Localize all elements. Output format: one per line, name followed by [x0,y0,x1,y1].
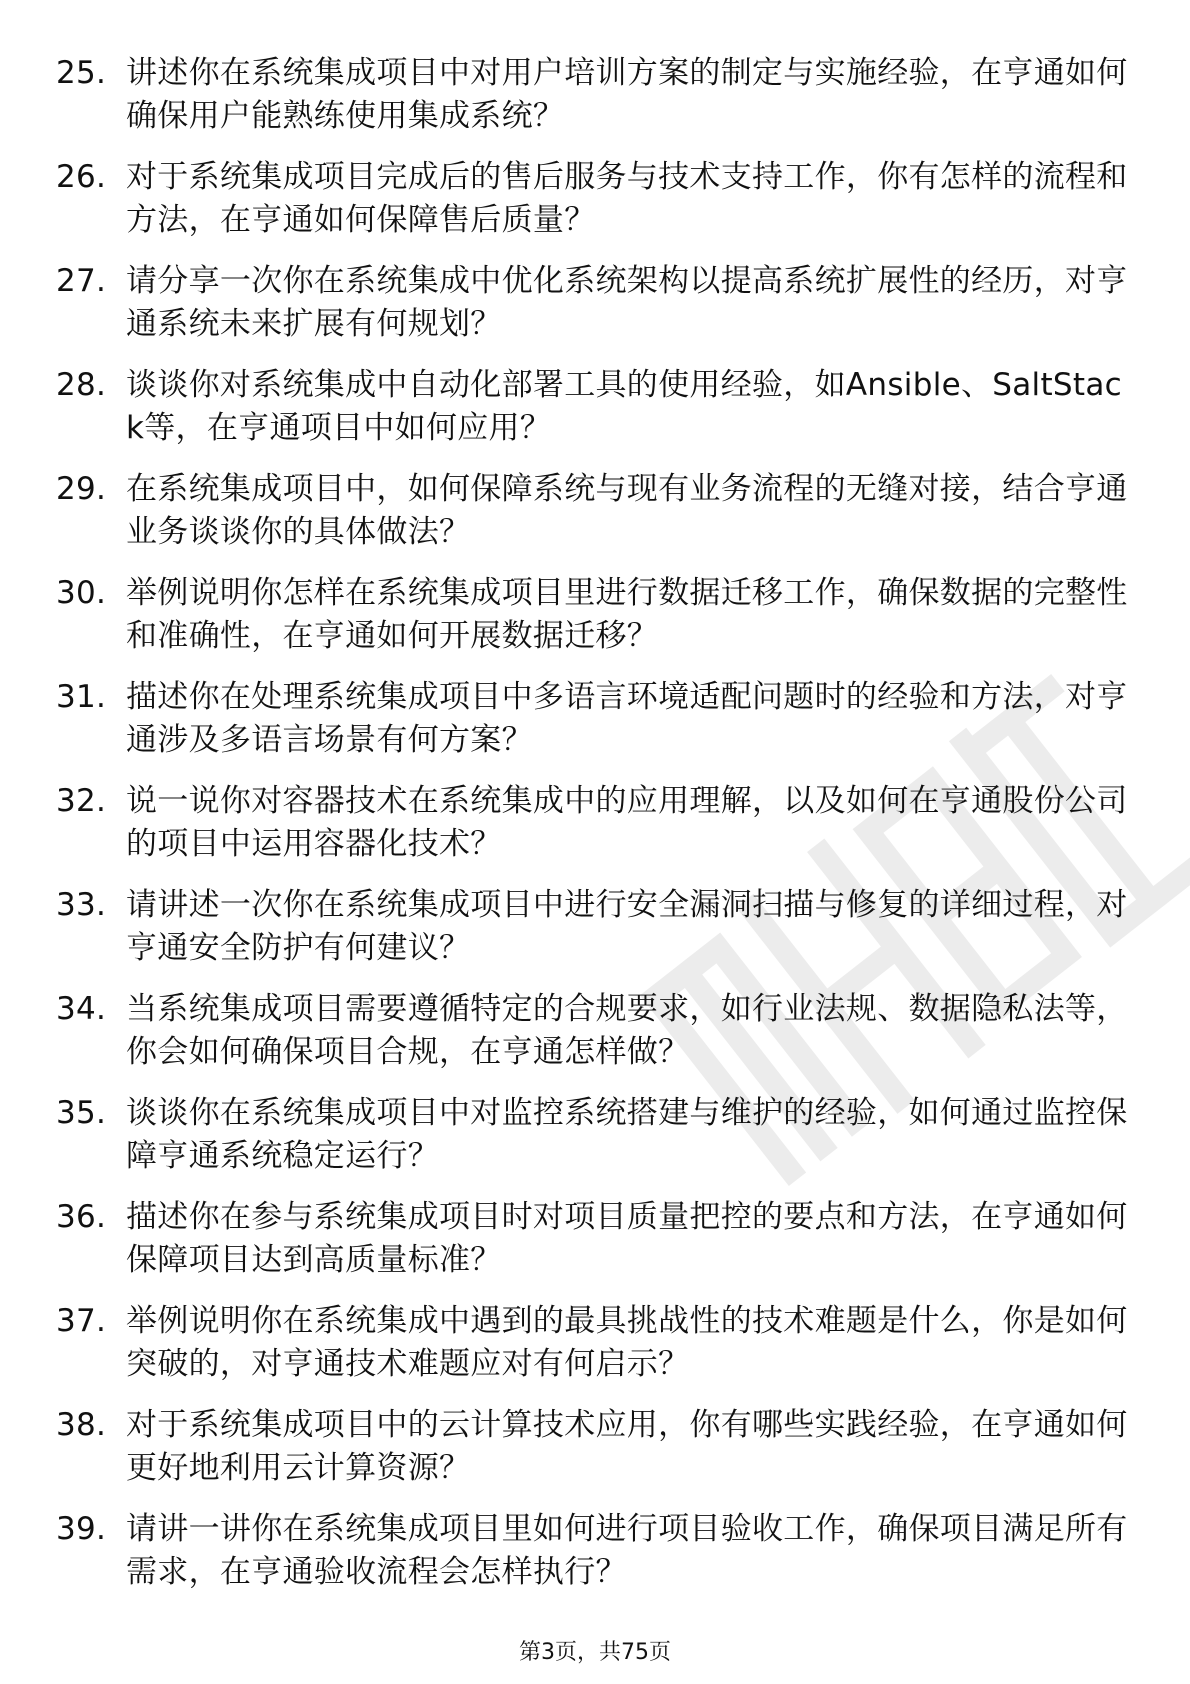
question-number: 28. [56,367,107,403]
question-list [56,52,1136,1612]
question-item [56,1508,1136,1612]
question-item [56,676,1136,780]
question-number: 38. [56,1407,107,1443]
question-text: 对于系统集成项目中的云计算技术应用，你有哪些实践经验，在亨通如何更好地利用云计算资源？ [126,1407,1128,1486]
question-text: 描述你在处理系统集成项目中多语言环境适配问题时的经验和方法，对亨通涉及多语言场景有何方案？ [126,679,1128,758]
question-item [56,1092,1136,1196]
page-footer [0,1635,1190,1666]
question-item [56,260,1136,364]
question-number: 29. [56,471,107,507]
question-text: 对于系统集成项目完成后的售后服务与技术支持工作，你有怎样的流程和方法，在亨通如何保障售后质量？ [126,159,1128,238]
question-number: 27. [56,263,107,299]
question-item [56,1300,1136,1404]
question-text: 当系统集成项目需要遵循特定的合规要求，如行业法规、数据隐私法等，你会如何确保项目合规，在亨通怎样做？ [126,991,1128,1070]
question-number: 31. [56,679,107,715]
question-item [56,52,1136,156]
question-text: 举例说明你怎样在系统集成项目里进行数据迁移工作，确保数据的完整性和准确性，在亨通如何开展数据迁移？ [126,575,1128,654]
question-number: 30. [56,575,107,611]
question-text: 举例说明你在系统集成中遇到的最具挑战性的技术难题是什么，你是如何突破的，对亨通技术难题应对有何启示？ [126,1303,1128,1382]
question-item [56,1196,1136,1300]
question-number: 39. [56,1511,107,1547]
question-text: 请讲述一次你在系统集成项目中进行安全漏洞扫描与修复的详细过程，对亨通安全防护有何建议？ [126,887,1128,966]
question-number: 36. [56,1199,107,1235]
question-text: 讲述你在系统集成项目中对用户培训方案的制定与实施经验，在亨通如何确保用户能熟练使用集成系统？ [126,55,1128,134]
question-item [56,884,1136,988]
question-item [56,1404,1136,1508]
question-item [56,468,1136,572]
question-text: 描述你在参与系统集成项目时对项目质量把控的要点和方法，在亨通如何保障项目达到高质量标准？ [126,1199,1128,1278]
question-item [56,156,1136,260]
question-text: 谈谈你在系统集成项目中对监控系统搭建与维护的经验，如何通过监控保障亨通系统稳定运行？ [126,1095,1128,1174]
question-number: 26. [56,159,107,195]
question-number: 32. [56,783,107,819]
question-item [56,780,1136,884]
question-item [56,364,1136,468]
question-text: 请讲一讲你在系统集成项目里如何进行项目验收工作，确保项目满足所有需求，在亨通验收流程会怎样执行？ [126,1511,1128,1590]
page-number-label: 第3页，共75页 [519,1640,671,1665]
question-number: 35. [56,1095,107,1131]
question-item [56,988,1136,1092]
question-number: 37. [56,1303,107,1339]
question-text: 说一说你对容器技术在系统集成中的应用理解，以及如何在亨通股份公司的项目中运用容器化技术？ [126,783,1128,862]
question-text: 请分享一次你在系统集成中优化系统架构以提高系统扩展性的经历，对亨通系统未来扩展有何规划？ [126,263,1128,342]
question-number: 33. [56,887,107,923]
question-text: 谈谈你对系统集成中自动化部署工具的使用经验，如Ansible、SaltStack等，在亨通项目中如何应用？ [126,367,1122,446]
question-text: 在系统集成项目中，如何保障系统与现有业务流程的无缝对接，结合亨通业务谈谈你的具体做法？ [126,471,1128,550]
question-number: 34. [56,991,107,1027]
question-number: 25. [56,55,107,91]
question-item [56,572,1136,676]
